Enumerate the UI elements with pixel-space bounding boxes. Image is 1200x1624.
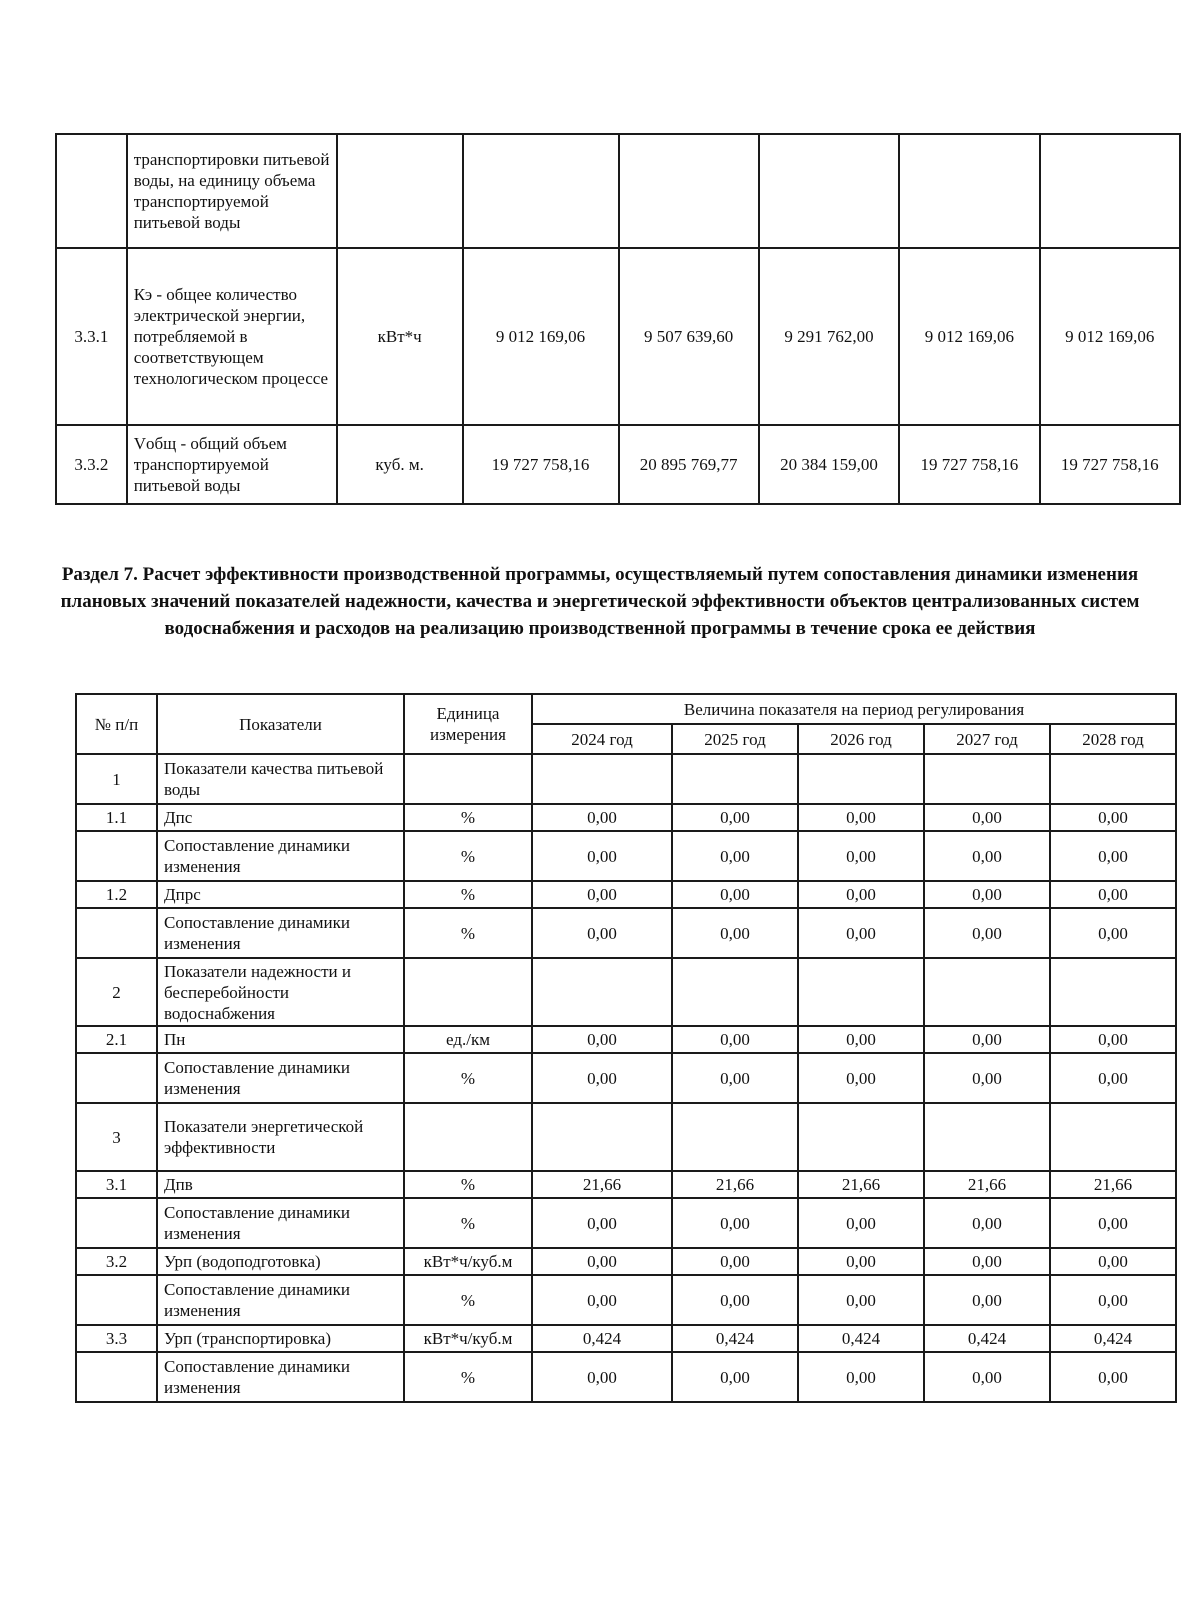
- row-number: 1.2: [76, 881, 157, 908]
- value-cell: 0,00: [1050, 804, 1176, 831]
- row-number: 3.3.2: [56, 425, 127, 504]
- value-cell: 0,00: [672, 908, 798, 958]
- value-cell: 0,00: [798, 1026, 924, 1053]
- row-number: [76, 908, 157, 958]
- value-cell: 0,00: [924, 1026, 1050, 1053]
- table-row: [56, 134, 1180, 248]
- value-cell: 19 727 758,16: [899, 425, 1039, 504]
- value-cell: 0,00: [532, 908, 672, 958]
- header-unit: Единица измерения: [404, 694, 532, 754]
- value-cell: 9 012 169,06: [1040, 248, 1180, 425]
- header-year: 2027 год: [924, 724, 1050, 754]
- unit-cell: %: [404, 1171, 532, 1198]
- value-cell: 0,00: [532, 831, 672, 881]
- section-title: Раздел 7. Расчет эффективности производственной программы, осуществляемый путем сопоставления динамики изменения плановых значений показателей надежности, качества и энергетической эффективности объектов централизованных систем водоснабжения и расходов на реализацию производственной программы в течение срока ее действия: [60, 564, 1140, 639]
- header-year: 2028 год: [1050, 724, 1176, 754]
- value-cell: [672, 1103, 798, 1171]
- value-cell: [924, 1103, 1050, 1171]
- unit-cell: %: [404, 908, 532, 958]
- value-cell: 0,00: [798, 1275, 924, 1325]
- value-cell: [798, 1103, 924, 1171]
- indicator-name: Сопоставление динамики изменения: [157, 1053, 404, 1103]
- value-cell: 21,66: [1050, 1171, 1176, 1198]
- value-cell: 0,00: [672, 804, 798, 831]
- value-cell: 0,00: [532, 1275, 672, 1325]
- value-cell: 0,00: [532, 1198, 672, 1248]
- value-cell: [798, 958, 924, 1026]
- value-cell: [1050, 1103, 1176, 1171]
- value-cell: [463, 134, 619, 248]
- value-cell: 20 384 159,00: [759, 425, 899, 504]
- value-cell: 9 507 639,60: [619, 248, 759, 425]
- table-row: [76, 1171, 1176, 1198]
- value-cell: 19 727 758,16: [463, 425, 619, 504]
- value-cell: 0,00: [672, 1026, 798, 1053]
- value-cell: 0,00: [1050, 908, 1176, 958]
- value-cell: 0,00: [532, 1248, 672, 1275]
- value-cell: [532, 958, 672, 1026]
- value-cell: [798, 754, 924, 804]
- header-indicator: Показатели: [157, 694, 404, 754]
- value-cell: 0,00: [798, 1198, 924, 1248]
- value-cell: 21,66: [924, 1171, 1050, 1198]
- indicator-name: транспортировки питьевой воды, на единицу объема транспортируемой питьевой воды: [127, 134, 337, 248]
- value-cell: 0,00: [672, 831, 798, 881]
- header-num: № п/п: [76, 694, 157, 754]
- value-cell: 0,00: [672, 1248, 798, 1275]
- value-cell: 0,00: [1050, 1053, 1176, 1103]
- unit-cell: %: [404, 831, 532, 881]
- value-cell: 0,00: [798, 1352, 924, 1402]
- unit-cell: %: [404, 881, 532, 908]
- unit-cell: [404, 754, 532, 804]
- header-row: [76, 694, 1176, 724]
- value-cell: 0,00: [924, 1275, 1050, 1325]
- indicator-name: Сопоставление динамики изменения: [157, 831, 404, 881]
- value-cell: 0,00: [798, 1053, 924, 1103]
- indicator-name: Показатели энергетической эффективности: [157, 1103, 404, 1171]
- unit-cell: %: [404, 1053, 532, 1103]
- indicator-name: Показатели качества питьевой воды: [157, 754, 404, 804]
- table-row: [76, 958, 1176, 1026]
- value-cell: 21,66: [798, 1171, 924, 1198]
- value-cell: 0,00: [798, 831, 924, 881]
- efficiency-table: [75, 693, 1177, 1403]
- unit-cell: [404, 958, 532, 1026]
- value-cell: 0,00: [532, 1352, 672, 1402]
- value-cell: 0,00: [1050, 831, 1176, 881]
- header-year: 2024 год: [532, 724, 672, 754]
- row-number: 2: [76, 958, 157, 1026]
- unit-cell: %: [404, 1352, 532, 1402]
- value-cell: 0,00: [924, 804, 1050, 831]
- row-number: [76, 831, 157, 881]
- indicator-name: Показатели надежности и бесперебойности водоснабжения: [157, 958, 404, 1026]
- value-cell: 9 012 169,06: [463, 248, 619, 425]
- value-cell: 0,00: [672, 881, 798, 908]
- value-cell: [1050, 958, 1176, 1026]
- value-cell: 0,00: [672, 1275, 798, 1325]
- row-number: 3.3.1: [56, 248, 127, 425]
- table-row: [56, 248, 1180, 425]
- value-cell: [619, 134, 759, 248]
- value-cell: [759, 134, 899, 248]
- indicator-name: Пн: [157, 1026, 404, 1053]
- value-cell: 0,00: [1050, 1352, 1176, 1402]
- table-row: [76, 1248, 1176, 1275]
- value-cell: 21,66: [532, 1171, 672, 1198]
- row-number: 1: [76, 754, 157, 804]
- value-cell: 0,424: [532, 1325, 672, 1352]
- unit-cell: куб. м.: [337, 425, 463, 504]
- table-row: [76, 1053, 1176, 1103]
- table-row: [56, 425, 1180, 504]
- value-cell: 20 895 769,77: [619, 425, 759, 504]
- indicator-name: Сопоставление динамики изменения: [157, 1352, 404, 1402]
- row-number: [76, 1053, 157, 1103]
- value-cell: 0,00: [924, 1352, 1050, 1402]
- value-cell: 0,00: [924, 1053, 1050, 1103]
- value-cell: 0,00: [672, 1352, 798, 1402]
- value-cell: 0,00: [532, 1026, 672, 1053]
- indicator-name: Сопоставление динамики изменения: [157, 1275, 404, 1325]
- indicator-name: Дпв: [157, 1171, 404, 1198]
- unit-cell: %: [404, 1275, 532, 1325]
- table-row: [76, 908, 1176, 958]
- value-cell: [924, 754, 1050, 804]
- value-cell: 0,00: [532, 1053, 672, 1103]
- indicator-name: Дпс: [157, 804, 404, 831]
- value-cell: 0,00: [798, 881, 924, 908]
- value-cell: 0,00: [1050, 1248, 1176, 1275]
- table-row: [76, 804, 1176, 831]
- row-number: 1.1: [76, 804, 157, 831]
- row-number: 3.1: [76, 1171, 157, 1198]
- value-cell: 0,424: [924, 1325, 1050, 1352]
- table-row: [76, 881, 1176, 908]
- table-row: [76, 831, 1176, 881]
- indicator-name: Урп (транспортировка): [157, 1325, 404, 1352]
- row-number: 3: [76, 1103, 157, 1171]
- unit-cell: %: [404, 804, 532, 831]
- value-cell: 0,00: [924, 1248, 1050, 1275]
- value-cell: 0,00: [798, 908, 924, 958]
- value-cell: 0,00: [1050, 881, 1176, 908]
- indicator-name: Кэ - общее количество электрической энергии, потребляемой в соответствующем технологическом процессе: [127, 248, 337, 425]
- value-cell: 0,00: [924, 831, 1050, 881]
- value-cell: [672, 754, 798, 804]
- row-number: [76, 1352, 157, 1402]
- value-cell: 0,424: [672, 1325, 798, 1352]
- indicator-name: Сопоставление динамики изменения: [157, 908, 404, 958]
- value-cell: 19 727 758,16: [1040, 425, 1180, 504]
- value-cell: [899, 134, 1039, 248]
- row-number: 3.2: [76, 1248, 157, 1275]
- unit-cell: кВт*ч/куб.м: [404, 1248, 532, 1275]
- value-cell: 0,00: [924, 908, 1050, 958]
- indicator-name: Сопоставление динамики изменения: [157, 1198, 404, 1248]
- value-cell: 0,00: [1050, 1026, 1176, 1053]
- continuation-table: [55, 133, 1181, 505]
- value-cell: 0,00: [672, 1053, 798, 1103]
- header-year: 2026 год: [798, 724, 924, 754]
- table-row: [76, 1198, 1176, 1248]
- value-cell: 0,00: [1050, 1275, 1176, 1325]
- table-row: [76, 1352, 1176, 1402]
- value-cell: 0,424: [798, 1325, 924, 1352]
- indicator-name: Дпрс: [157, 881, 404, 908]
- unit-cell: кВт*ч/куб.м: [404, 1325, 532, 1352]
- value-cell: [924, 958, 1050, 1026]
- indicator-name: Урп (водоподготовка): [157, 1248, 404, 1275]
- row-number: [56, 134, 127, 248]
- value-cell: 0,00: [924, 881, 1050, 908]
- table-row: [76, 1026, 1176, 1053]
- value-cell: [1050, 754, 1176, 804]
- value-cell: [532, 754, 672, 804]
- row-number: 3.3: [76, 1325, 157, 1352]
- table-row: [76, 1275, 1176, 1325]
- unit-cell: %: [404, 1198, 532, 1248]
- value-cell: 0,00: [532, 804, 672, 831]
- table-body: [76, 754, 1176, 1402]
- value-cell: 0,00: [532, 881, 672, 908]
- value-cell: [672, 958, 798, 1026]
- value-cell: 0,00: [924, 1198, 1050, 1248]
- table-row: [76, 754, 1176, 804]
- table-row: [76, 1325, 1176, 1352]
- row-number: 2.1: [76, 1026, 157, 1053]
- value-cell: 0,424: [1050, 1325, 1176, 1352]
- unit-cell: [337, 134, 463, 248]
- row-number: [76, 1275, 157, 1325]
- value-cell: 0,00: [1050, 1198, 1176, 1248]
- value-cell: 21,66: [672, 1171, 798, 1198]
- value-cell: 9 291 762,00: [759, 248, 899, 425]
- table-row: [76, 1103, 1176, 1171]
- value-cell: 0,00: [798, 1248, 924, 1275]
- unit-cell: ед./км: [404, 1026, 532, 1053]
- unit-cell: кВт*ч: [337, 248, 463, 425]
- unit-cell: [404, 1103, 532, 1171]
- header-period: Величина показателя на период регулирования: [532, 694, 1176, 724]
- value-cell: [1040, 134, 1180, 248]
- value-cell: 0,00: [672, 1198, 798, 1248]
- value-cell: 0,00: [798, 804, 924, 831]
- value-cell: [532, 1103, 672, 1171]
- indicator-name: Vобщ - общий объем транспортируемой питьевой воды: [127, 425, 337, 504]
- value-cell: 9 012 169,06: [899, 248, 1039, 425]
- row-number: [76, 1198, 157, 1248]
- header-year: 2025 год: [672, 724, 798, 754]
